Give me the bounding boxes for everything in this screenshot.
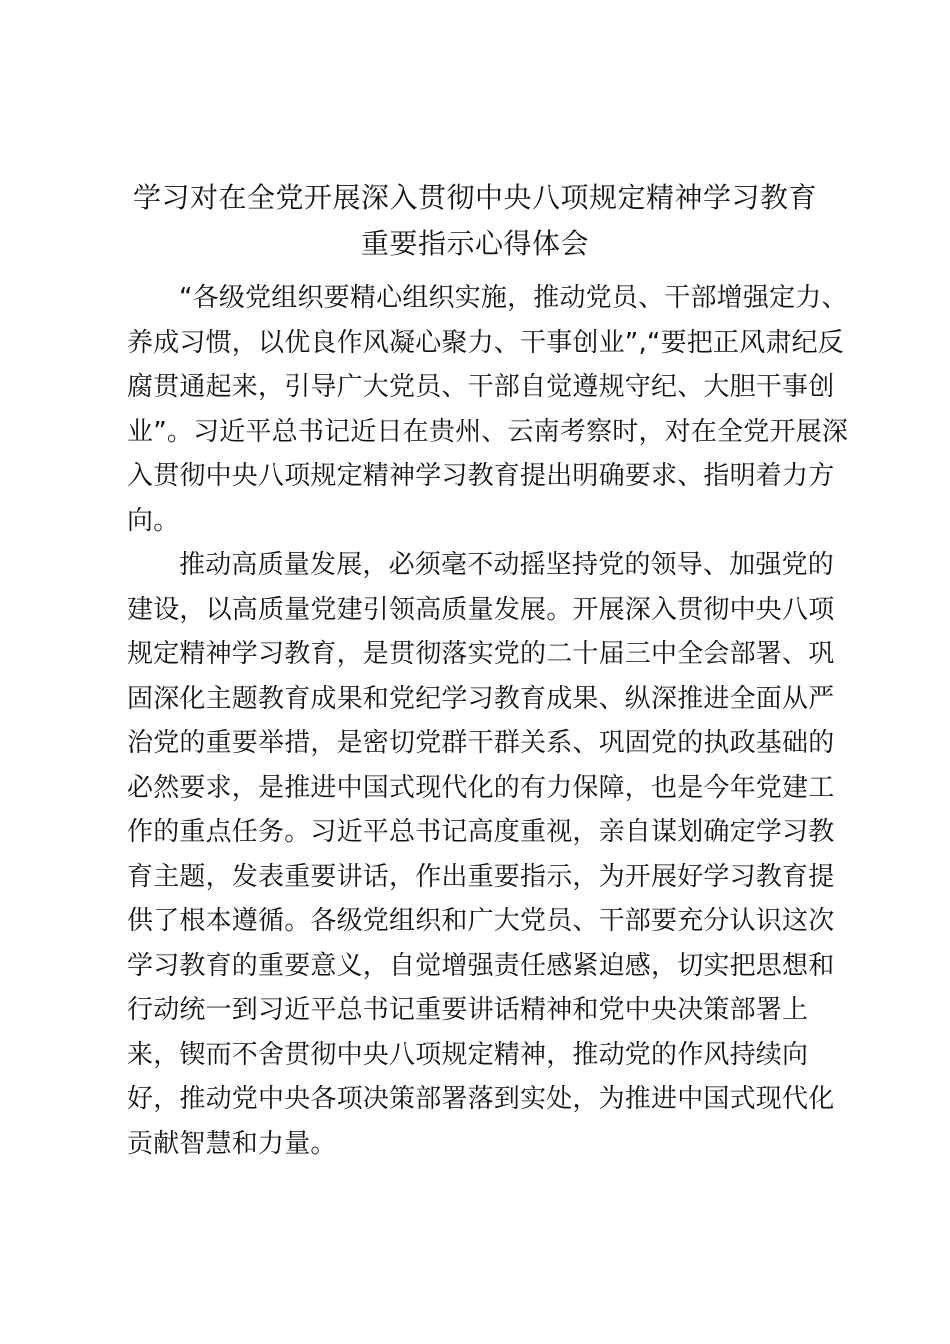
paragraph-1-line: 业”。习近平总书记近日在贵州、云南考察时，对在全党开展深	[127, 416, 849, 447]
paragraph-2-line: 行动统一到习近平总书记重要讲话精神和党中央决策部署上	[127, 995, 809, 1025]
paragraph-2-line: 固深化主题教育成果和党纪学习教育成果、纵深推进全面从严	[127, 683, 835, 714]
paragraph-1-line: 养成习惯，以优良作风凝心聚力、干事创业”,“要把正风肃纪反	[127, 327, 845, 358]
paragraph-2-line: 建设，以高质量党建引领高质量发展。开展深入贯彻中央八项	[127, 594, 835, 625]
paragraph-1-line: 入贯彻中央八项规定精神学习教育提出明确要求、指明着力方	[127, 461, 835, 491]
paragraph-2-line: 来，锲而不舍贯彻中央八项规定精神，推动党的作风持续向	[127, 1039, 809, 1070]
paragraph-2	[127, 543, 837, 1166]
paragraph-2-line: 规定精神学习教育，是贯彻落实党的二十届三中全会部署、巩	[127, 639, 835, 669]
paragraph-2-line: 作的重点任务。习近平总书记高度重视，亲自谋划确定学习教	[127, 817, 835, 847]
paragraph-1	[127, 276, 849, 543]
paragraph-2-line: 育主题，发表重要讲话，作出重要指示，为开展好学习教育提	[127, 861, 835, 892]
paragraph-2-line: 学习教育的重要意义，自觉增强责任感紧迫感，切实把思想和	[127, 950, 835, 981]
paragraph-2-line: 必然要求，是推进中国式现代化的有力保障，也是今年党建工	[127, 772, 835, 803]
paragraph-2-line: 好，推动党中央各项决策部署落到实处，为推进中国式现代化	[127, 1084, 835, 1114]
paragraph-1-line: “各级党组织要精心组织实施，推动党员、干部增强定力、	[179, 283, 848, 313]
paragraph-2-line: 推动高质量发展，必须毫不动摇坚持党的领导、加强党的	[179, 550, 835, 580]
paragraph-2-line: 治党的重要举措，是密切党群干群关系、巩固党的执政基础的	[127, 728, 835, 758]
document-title-line-2: 重要指示心得体会	[360, 227, 589, 260]
paragraph-1-line: 向。	[127, 505, 180, 536]
paragraph-2-line: 供了根本遵循。各级党组织和广大党员、干部要充分认识这次	[127, 906, 835, 936]
document-title-line-1: 学习对在全党开展深入贯彻中央八项规定精神学习教育	[132, 181, 817, 214]
paragraph-1-line: 腐贯通起来，引导广大党员、干部自觉遵规守纪、大胆干事创	[127, 372, 835, 402]
paragraph-2-line: 贡献智慧和力量。	[127, 1128, 337, 1159]
